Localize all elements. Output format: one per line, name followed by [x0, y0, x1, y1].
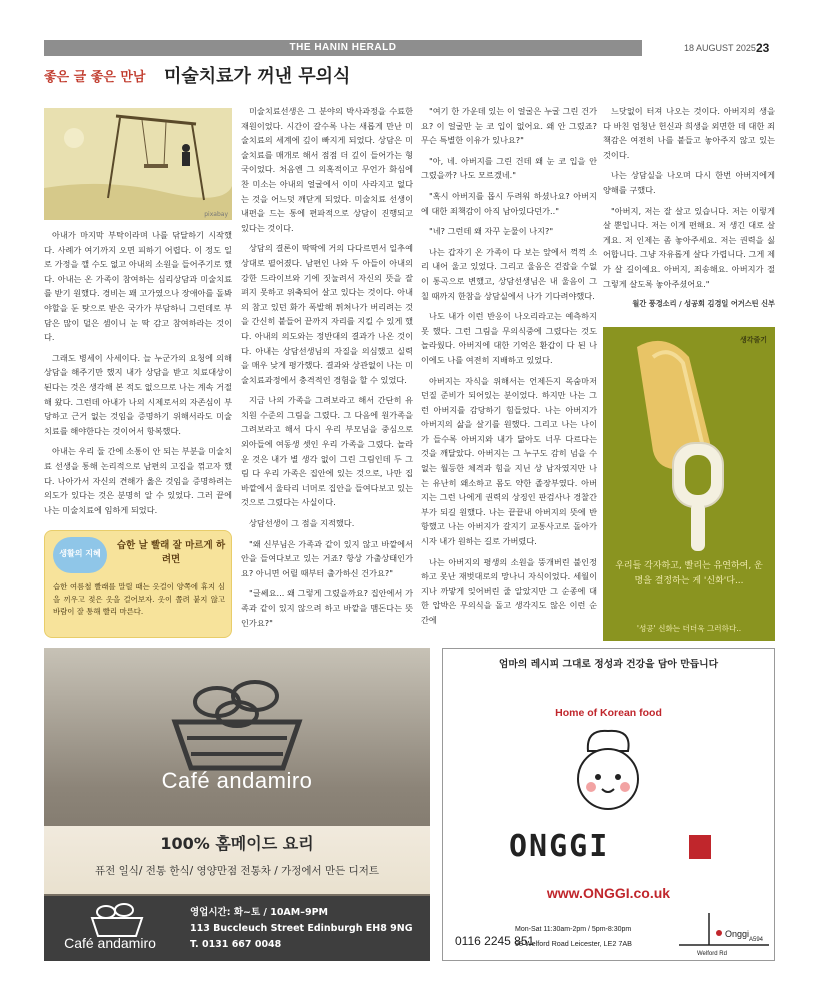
paragraph: 상담선생이 그 점을 지적했다. [249, 518, 355, 529]
paper-name: THE HANIN HERALD [289, 42, 397, 53]
swing-illustration [44, 108, 232, 220]
location-map-icon [679, 911, 769, 957]
paragraph: "아, 네. 아버지를 그린 건데 왜 눈 코 입을 안 그렸을까? 나도 모르겠네." [421, 155, 597, 181]
article-column-3 [421, 104, 597, 634]
onggi-home-line: Home of Korean food [555, 707, 662, 719]
paragraph: "아버지, 저는 잘 살고 있습니다. 저는 이렇게 살 뿐입니다. 저는 이게 편해요. 저 생긴 대로 살게요. 저 인제는 좀 놓아주세요. 저는 권력을 싫어합니다. 그냥 자유롭게 살다 가렵니다. 그게 제가 살 길이예요. 아버지, 죄송해요. 아버지가 절 그렇게 살도록 놓아주셨어요." [603, 205, 775, 289]
tip-badge-label: 생활의 지혜 [59, 549, 101, 558]
photo-caption: pixabay [204, 211, 228, 218]
onggi-hours: Mon-Sat 11:30am-2pm / 5pm-8:30pm [515, 926, 632, 933]
article-column-2 [241, 104, 413, 636]
page-number: 23 [756, 41, 770, 55]
cafe-footer [44, 896, 430, 961]
ad-footer: '성공' 신화는 더더욱 그러하다.. [636, 624, 742, 633]
cafe-tagline: 100% 홈메이드 요리 [160, 834, 314, 853]
ad-label: 생각줄기 [739, 336, 767, 344]
tip-badge [53, 537, 107, 573]
map-road: Welford Rd [697, 951, 727, 957]
cafe-hours: 영업시간: 화~토 / 10AM–9PM [190, 907, 329, 918]
cafe-footer-brand: Café andamiro [64, 935, 156, 951]
paragraph: 나는 갑자기 온 가족이 다 보는 앞에서 꺽꺽 소리 내어 울고 있었다. 그리고 울음은 걷잡을 수없이 통곡으로 변했고, 상담선생님은 내 울음이 그칠 때까지 한참을 상담실에서 나가 기다려야했다. [421, 246, 597, 301]
cafe-andamiro-advertisement[interactable] [44, 648, 430, 961]
article-title: 미술치료가 꺼낸 무의식 [164, 66, 351, 87]
paragraph: 그래도 병세이 사세이다. 늘 누군가의 요청에 의해 상담을 해주기만 했지 내가 상담을 받고 치료대상이 된다는 것은 생각해 본 적도 없으므로 나는 계속 거절해 왔다. 그런데 아내가 나의 시제로서의 자존심이 부당하고 근거 없는 것임을 증명하기 위해서라도 미술치료를 해야한다는 것이어서 항복했다. [44, 352, 232, 436]
paragraph: "여기 한 가운데 있는 이 얼굴은 누굴 그린 건가요? 이 얼굴만 눈 코 입이 없어요. 왜 안 그렸죠? 무슨 특별한 이유가 있나요?" [421, 106, 597, 146]
onggi-brand: ONGGI [509, 829, 610, 864]
paragraph: 지금 나의 가족을 그려보라고 해서 간단히 유치원 수준의 그림을 그렸다. 그 다음에 원가족을 그려보라고 해서 다시 우리 부모님을 중심으로 외아들에 여동생 셋인 우리 가족을 그렸다. 놀라운 것은 내가 별 생각 없이 그린 그림인데 두 그림 다 우리 가족은 집안에 있는 것으로, 나만 집 바깥에서 울타리 너머로 집안을 들여다보고 있는 것으로 그렸다는 사실이다. [241, 395, 413, 508]
paragraph: "왜 신부님은 가족과 같이 있지 않고 바깥에서 안을 들여다보고 있는 거죠? 항상 가출상태인가요? 아니면 어릴 때부터 출가하신 건가요?" [241, 538, 413, 578]
peeler-icon [603, 327, 775, 557]
article-illustration [44, 108, 232, 220]
cafe-address: 113 Buccleuch Street Edinburgh EH8 9NG [190, 923, 413, 934]
tip-body: 습한 여름철 빨래를 말릴 때는 옷걸이 양쪽에 휴지 심을 끼우고 젖은 옷을 걸어보자. 옷이 쫄려 붙지 않고 바람이 잘 통해 빨리 마른다. [53, 582, 225, 617]
cafe-tagline-band [44, 826, 430, 894]
onggi-phone: 0116 2245 851 [455, 934, 535, 948]
map-code: A594 [749, 937, 764, 943]
masthead [44, 40, 776, 56]
paragraph: 아내는 우리 둘 간에 소통이 안 되는 부분을 미술치료 선생을 통해 논리적으로 남편의 고집을 꺾고자 했다. 나아가서 자신의 견해가 옳은 것임을 증명하려는 의도가 있다는 것은 분명히 알 수 있었다. 그러 끝에 나는 미술치료에 임하게 되었다. [44, 446, 232, 515]
article-column-1 [44, 228, 232, 523]
paragraph: 아내가 마지막 부탁이라며 나를 닦달하기 시작했다. 사례가 여기까지 오면 피하기 어렵다. 이 정도 일로 가정을 깰 수도 없고 아내의 소원을 들어주기로 했다. 아내는 온 가족이 참여하는 심리상담과 미술치료를 받기 원했다. 경비는 꽤 고가였으나 장애아를 돌봐야할을 둔 탓으로 받은 국가가 부담하니 그런데로 부담은 많이 덜은 셈이니 눈 딱 감고 참여하라는 것이다. [44, 230, 232, 343]
paragraph: 미술치료선생은 그 분야의 박사과정을 수료한 재원이었다. 시간이 갈수록 나는 새롭게 만난 미술치료의 세계에 깊이 빠지게 되었다. 상담은 미술치료를 매개로 해서 점점 더 깊이 들어가는 형국이었다. 처음엔 그 의혹적이고 무언가 화심에 찬 미소는 아내의 얼굴에서 이미 사라지고 없다는 것을 어느덧 깨닫게 되었다. 미술치료 선생이 내편을 드는 통에 편파적으로 상담이 진행되고 있다는 것이다. [241, 106, 413, 233]
ad-body: 우리들 각자하고, 빨리는 유연하여, 운명을 결정하는 게 '신화'다... [615, 561, 763, 586]
paragraph: 아버지는 자식을 위해서는 언제든지 목숨마저 던질 준비가 되어있는 분이었다. 하지만 나는 그런 아버지를 감당하기 힘들었다. 나는 아버지가 아버지의 삶을 살기를 원했다. 그리고 나는 나이가 들수록 아버지와 내가 닮아도 너무 다르다는 것을 깨달았다. 아버지는 그 누구도 감히 넘을 수 없는 월등한 체격과 힘을 지닌 상 남자였지만 나는 유난히 왜소하고 몸도 약한 졸장부였다. 아버지는 그런 나에게 권력의 상징인 판검사나 경찰간부가 되길 원했다. 나는 끝끝내 아버지의 뜻에 반항했고 나는 아버지가 갈지기 교통사고로 돌아가시자 내가 원하는 길로 가버렸다. [421, 375, 597, 547]
tip-heading: 습한 날 빨래 잘 마르게 하려면 [116, 540, 226, 565]
onggi-headline: 엄마의 레시피 그대로 정성과 건강을 담아 만듭니다 [498, 659, 719, 670]
article-column-4 [603, 104, 775, 318]
onggi-seal-icon [689, 835, 711, 859]
paragraph: "혹시 아버지를 몹시 두려워 하셨나요? 아버지에 대한 죄책감이 아직 남아있다던가.." [421, 190, 597, 216]
map-label: Onggi [725, 929, 750, 939]
peeler-advertisement[interactable] [603, 327, 775, 641]
issue-date: 18 AUGUST 2025 [684, 43, 756, 53]
cafe-subline: 퓨전 일식/ 전통 한식/ 영양만점 전통차 / 가정에서 만든 디저트 [94, 865, 380, 877]
paragraph: 느닷없이 터져 나오는 것이다. 아버지의 생을 다 바친 엄청난 헌신과 희생을 외면한 데 대한 죄책감은 여전히 나를 붙들고 놓아주지 않고 있는 것이다. [603, 106, 775, 160]
tip-box [44, 530, 232, 638]
article-byline: 월간 풍경소리 / 성공회 김경일 어거스틴 신부 [632, 299, 775, 309]
onggi-website-link[interactable]: www.ONGGI.co.uk [546, 885, 671, 901]
paragraph: 나는 아버지의 평생의 소원을 뚱개버린 불인정 하고 못난 재벗대로의 망나니 자식이었다. 세월이 지나 까맣게 잊어버린 줄 알았지만 그 순종에 대한 압박은 무의식을 돌고 생각지도 않은 이런 순간에 [421, 556, 597, 625]
cafe-phone: T. 0131 667 0048 [190, 939, 282, 950]
paragraph: "네? 그런데 왜 자꾸 눈물이 나지?" [429, 226, 554, 237]
paragraph: 나는 상담실을 나오며 다시 한번 아버지에게 양해를 구했다. [603, 170, 775, 195]
onggi-address: 98 Welford Road Leicester, LE2 7AB [515, 939, 632, 948]
paragraph: "글쎄요... 왜 그렇게 그렸을까요? 집안에서 가족과 같이 있지 않으려 하고 바깥을 맴돈다는 뜻인가요?" [241, 588, 413, 628]
paragraph: 상담의 결론이 딱딱에 거의 다다르면서 일추예상대로 펼어졌다. 남편인 나와 두 아들이 아내의 강한 드라이브와 기에 짓눌려서 자신의 뜻을 잘 펴지 못하고 위축되어 살고 있다는 것이다. 아내의 참고 있던 화가 폭발해 튀쳐나가 버리려는 것을 간신히 붙들어 끝까지 자리를 지킬 수 있게 했다. 아내의 의도와는 정반대의 결과가 나온 것이다. 아내는 상담선생님의 자질을 의심했고 실력을 매우 낮게 평가했다. 결과와 상관없이 나는 미술치료과정에서 충격적인 경험을 할 수 있었다. [241, 243, 413, 385]
cafe-brand-name: Café andamiro [161, 768, 313, 793]
chef-character-icon [558, 721, 658, 821]
section-label: 좋은 글 좋은 만남 [44, 70, 146, 85]
bread-basket-icon [157, 662, 317, 774]
paragraph: 나도 내가 이런 반응이 나오리라고는 예측하지 못 했다. 그런 그림을 무의식중에 그렸다는 것도 놀라웠다. 아버지에 대한 기억은 환갑이 다 된 나이에도 나를 여전히 지배하고 있었다. [421, 311, 597, 365]
onggi-advertisement[interactable] [442, 648, 775, 961]
